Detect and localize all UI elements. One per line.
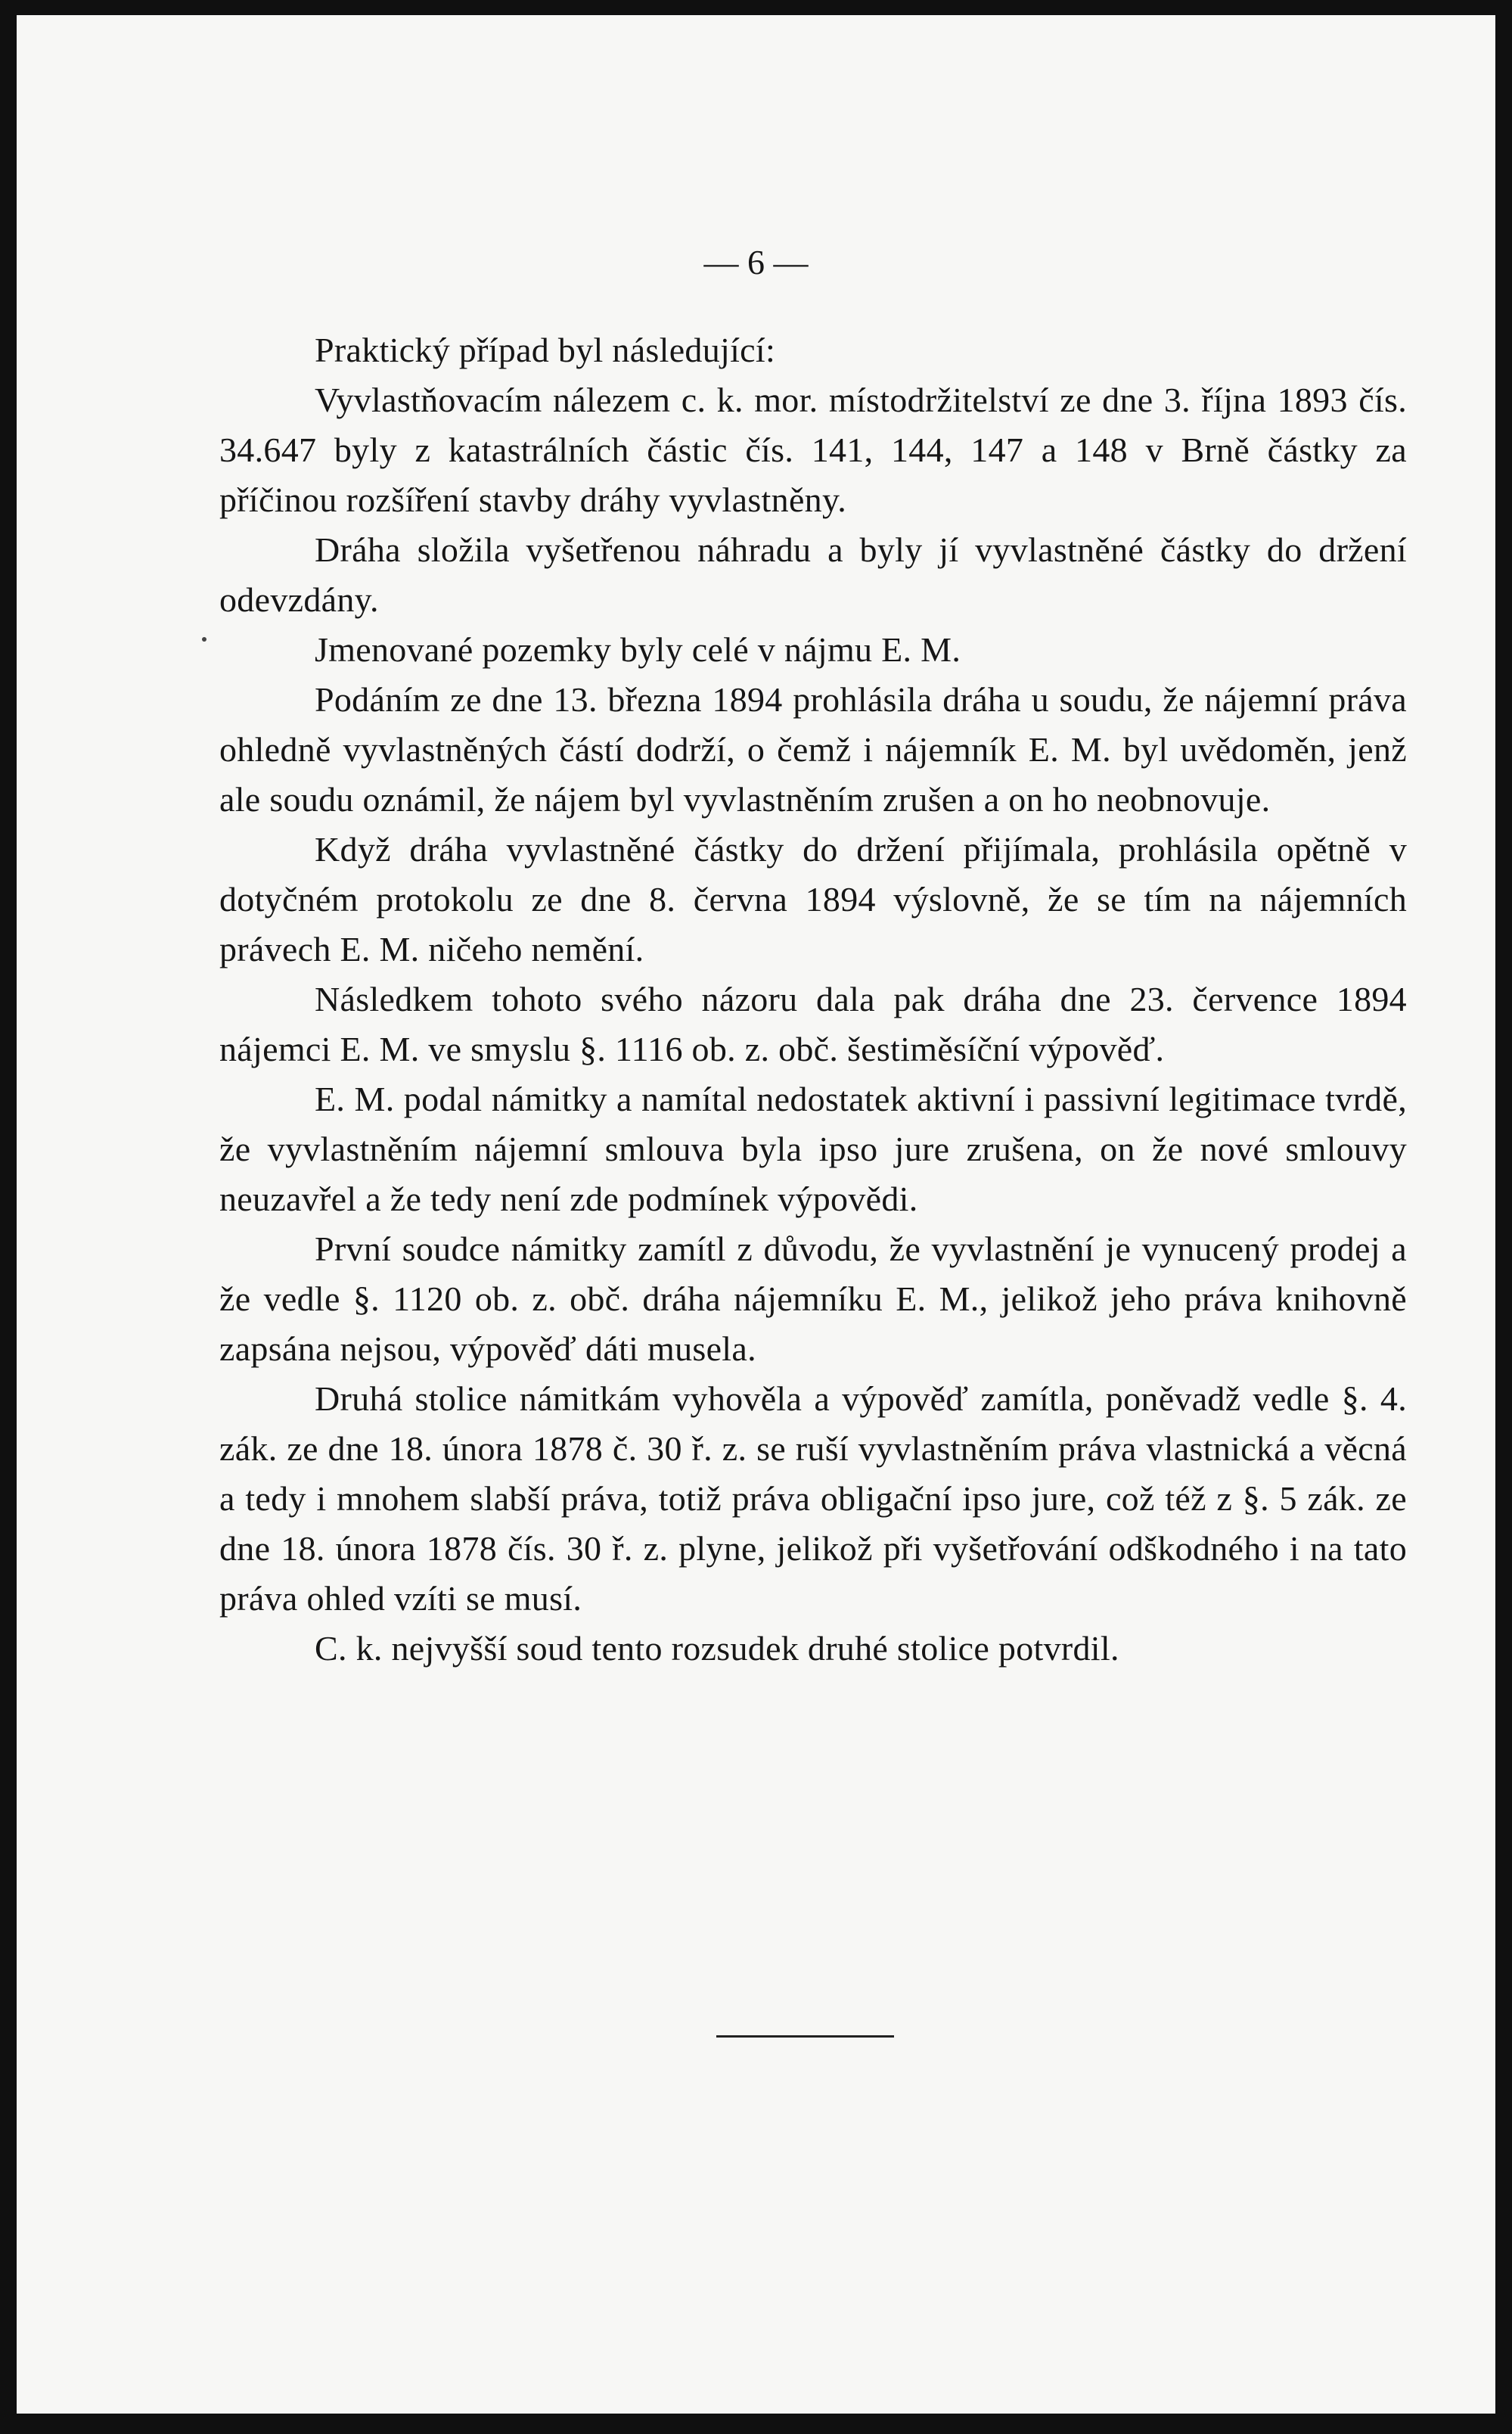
page-number: — 6 — — [703, 243, 809, 281]
body-text — [219, 325, 1407, 1674]
paragraph: Dráha složila vyšetřenou náhradu a byly jí vyvlastněné částky do držení odevzdány. — [219, 530, 1407, 619]
paragraph: Vyvlastňovacím nálezem c. k. mor. místodržitelství ze dne 3. října 1893 čís. 34.647 byly z katastrálních částic čís. 141, 144, 147 a 148 v Brně částky za příčinou rozšíření stavby dráhy vyvlastněny. — [219, 381, 1407, 519]
paragraph: Když dráha vyvlastněné částky do držení přijímala, prohlásila opětně v dotyčném protokolu ze dne 8. června 1894 výslovně, že se tím na nájemních právech E. M. ničeho nemění. — [219, 830, 1407, 968]
document-page — [17, 15, 1495, 2414]
paragraph: První soudce námitky zamítl z důvodu, že vyvlastnění je vynucený prodej a že vedle §. 1120 ob. z. obč. dráha nájemníku E. M., jelikož jeho práva knihovně zapsána nejsou, výpověď dáti musela. — [219, 1229, 1407, 1368]
paragraph: Jmenované pozemky byly celé v nájmu E. M. — [315, 630, 961, 669]
closing-rule — [716, 2035, 894, 2038]
paragraph: Podáním ze dne 13. března 1894 prohlásila dráha u soudu, že nájemní práva ohledně vyvlastněných částí dodrží, o čemž i nájemník E. M. byl uvědoměn, jenž ale soudu oznámil, že nájem byl vyvlastněním zrušen a on ho neobnovuje. — [219, 680, 1407, 819]
paragraph: Následkem tohoto svého názoru dala pak dráha dne 23. července 1894 nájemci E. M. ve smyslu §. 1116 ob. z. obč. šestiměsíční výpověď. — [219, 980, 1407, 1068]
paragraph: Praktický případ byl následující: — [315, 331, 776, 369]
paragraph: E. M. podal námitky a namítal nedostatek aktivní i passivní legitimace tvrdě, že vyvlastněním nájemní smlouva byla ipso jure zrušena, on že nové smlouvy neuzavřel a že tedy není zde podmínek výpovědi. — [219, 1080, 1407, 1218]
paragraph: C. k. nejvyšší soud tento rozsudek druhé stolice potvrdil. — [315, 1629, 1119, 1668]
paragraph: Druhá stolice námitkám vyhověla a výpověď zamítla, poněvadž vedle §. 4. zák. ze dne 18. února 1878 č. 30 ř. z. se ruší vyvlastněním práva vlastnická a věcná a tedy i mnohem slabší práva, totiž práva obligační ipso jure, což též z §. 5 zák. ze dne 18. února 1878 čís. 30 ř. z. plyne, jelikož při vyšetřování odškodného i na tato práva ohled vzíti se musí. — [219, 1379, 1407, 1618]
margin-mark — [202, 637, 206, 642]
